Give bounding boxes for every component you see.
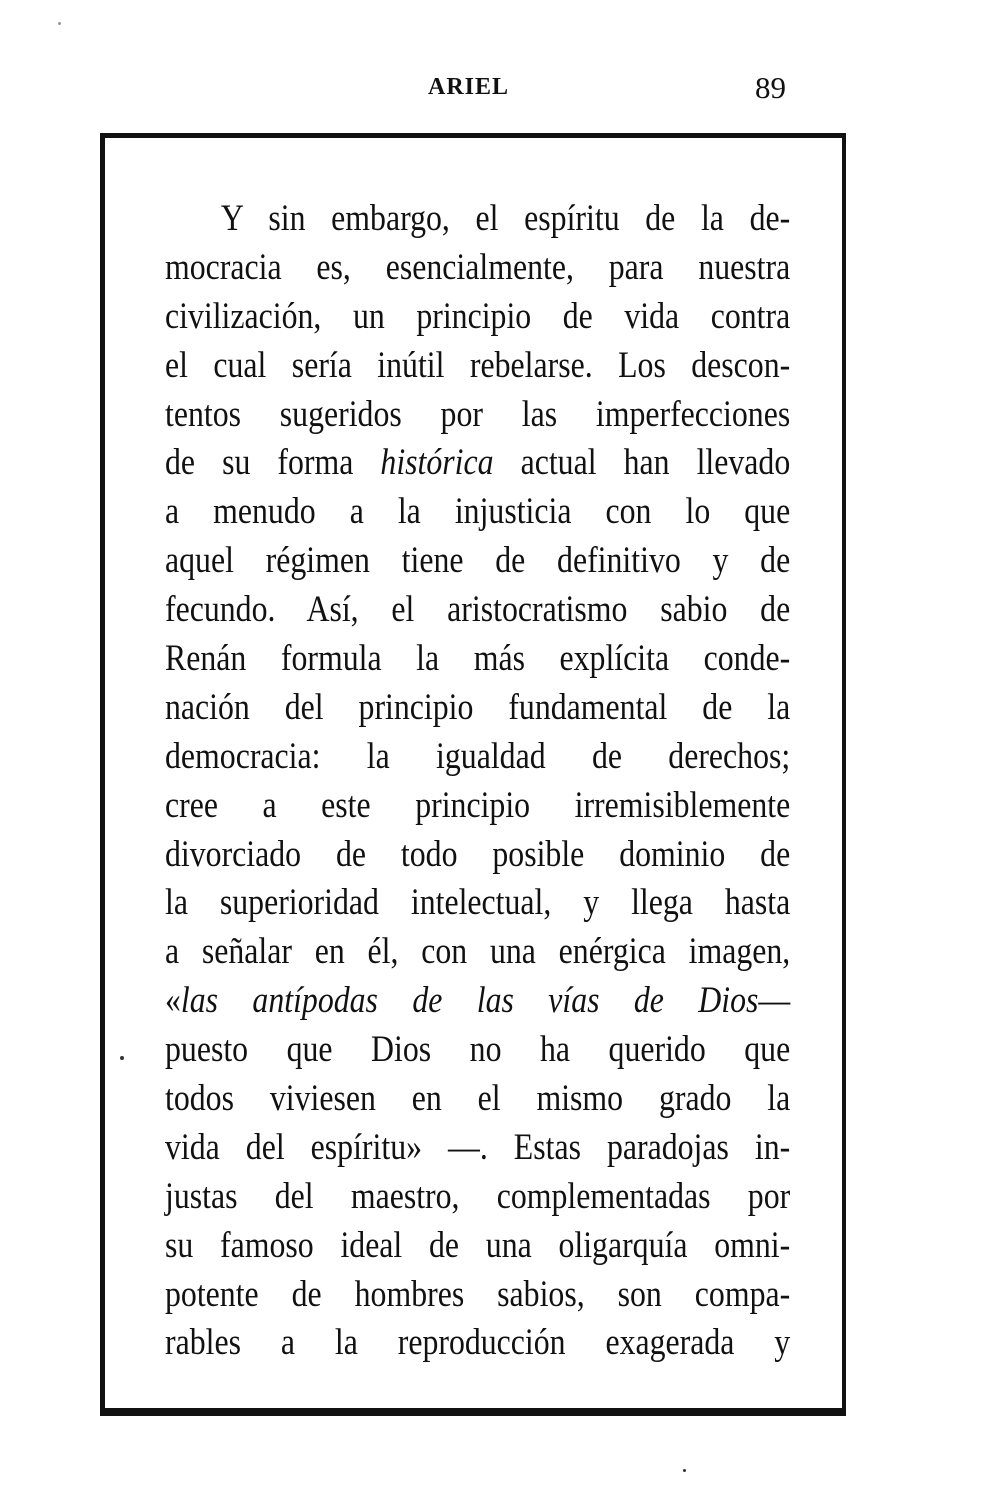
- text-line: vida del espíritu» —. Estas paradojas in-: [165, 1126, 791, 1168]
- print-speck: [58, 22, 61, 25]
- text-line: rables a la reproducción exagerada y: [165, 1322, 791, 1364]
- text-line: tentos sugeridos por las imperfecciones: [165, 393, 791, 435]
- running-head: [0, 70, 1000, 110]
- text-line: justas del maestro, complementadas por: [165, 1175, 791, 1217]
- text-line: divorciado de todo posible dominio de: [165, 833, 791, 875]
- text-line: el cual sería inútil rebelarse. Los descon-: [165, 344, 791, 386]
- text-line: cree a este principio irremisiblemente: [165, 784, 791, 826]
- text-line-segment: —: [758, 980, 791, 1022]
- text-line: puesto que Dios no ha querido que: [165, 1029, 791, 1071]
- italic-word: histórica: [380, 442, 494, 484]
- text-line: mocracia es, esencialmente, para nuestra: [165, 246, 791, 288]
- text-line: nación del principio fundamental de la: [165, 686, 791, 728]
- text-line-segment: actual han llevado: [493, 442, 791, 484]
- print-speck: [120, 1056, 124, 1060]
- running-head-title: ARIEL: [428, 74, 510, 100]
- text-line: a señalar en él, con una enérgica imagen,: [165, 931, 791, 973]
- text-line: Y sin embargo, el espíritu de la de-: [220, 198, 791, 239]
- text-line: su famoso ideal de una oligarquía omni-: [165, 1224, 791, 1266]
- text-line: fecundo. Así, el aristocratismo sabio de: [165, 589, 791, 631]
- text-line: democracia: la igualdad de derechos;: [165, 735, 791, 777]
- text-line-segment: «: [165, 980, 181, 1022]
- text-line: la superioridad intelectual, y llega hasta: [165, 882, 791, 924]
- text-line-segment: de su forma: [165, 442, 381, 484]
- frame-bottom-rule: [100, 1408, 846, 1410]
- text-line: aquel régimen tiene de definitivo y de: [165, 540, 791, 582]
- italic-quote: las antípodas de las vías de Dios: [180, 980, 759, 1022]
- body-text: [165, 195, 790, 1368]
- text-line: [165, 977, 790, 1026]
- text-line: civilización, un principio de vida contra: [165, 295, 791, 337]
- text-line: a menudo a la injusticia con lo que: [165, 491, 791, 533]
- print-speck: [683, 1469, 686, 1472]
- text-line: Renán formula la más explícita conde-: [165, 638, 791, 680]
- text-line: potente de hombres sabios, son compa-: [165, 1273, 791, 1315]
- page-number: 89: [755, 70, 786, 105]
- text-line: todos viviesen en el mismo grado la: [165, 1078, 791, 1120]
- text-line: [165, 439, 790, 488]
